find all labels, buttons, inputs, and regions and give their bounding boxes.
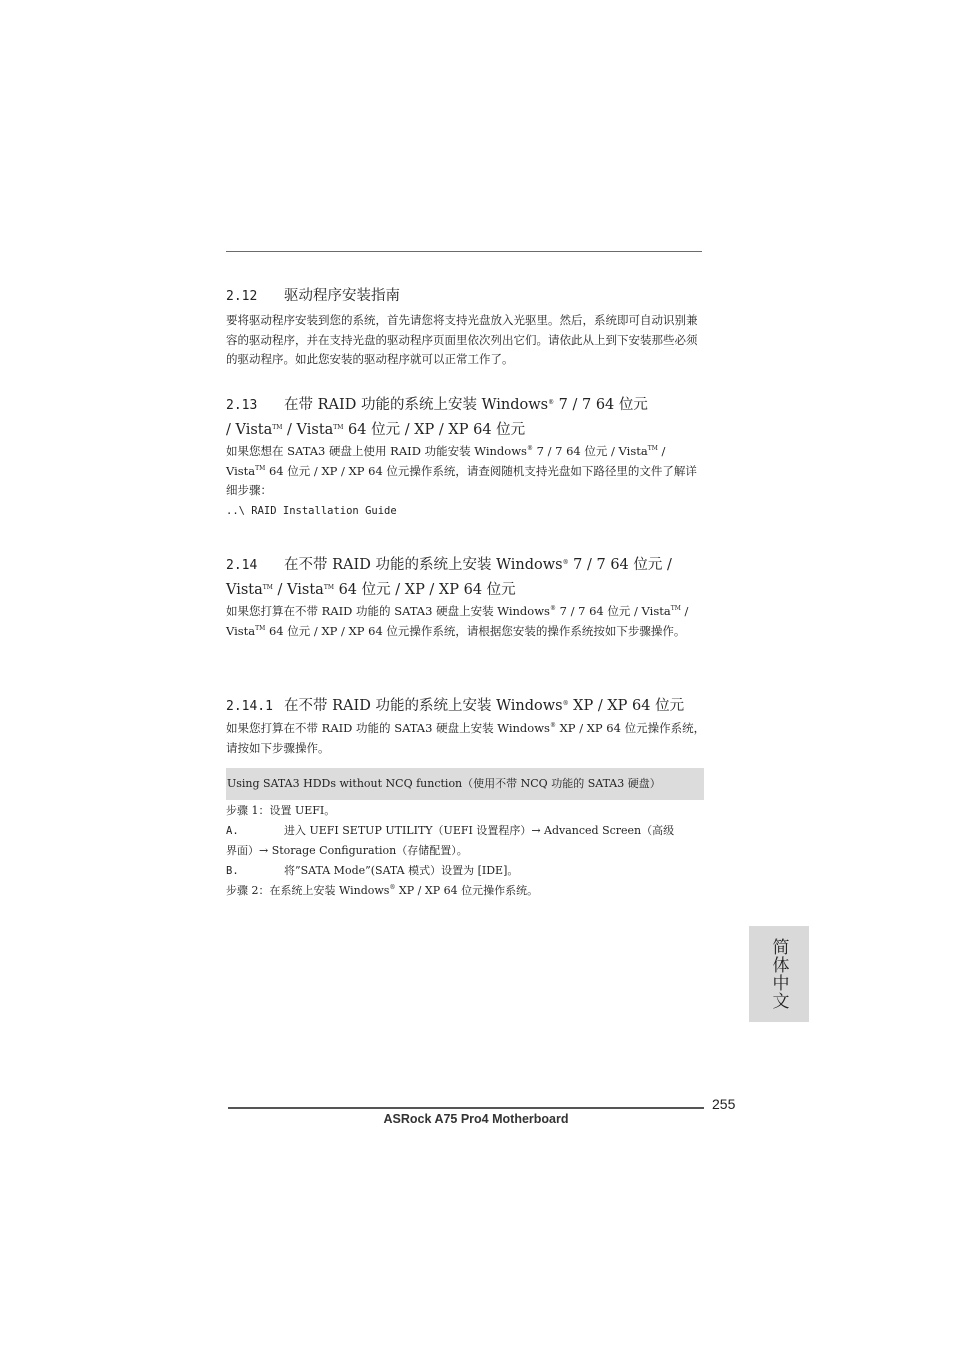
section-2-14 (226, 553, 706, 641)
section-number: 2.14.1 (226, 699, 273, 714)
registered-mark: ® (562, 700, 569, 707)
body-text: / Vista (226, 444, 666, 478)
trademark-mark: TM (262, 584, 273, 591)
step-a (226, 821, 706, 842)
step-label: A. (226, 824, 239, 837)
step-a-cont: 界面）→ Storage Configuration（存储配置）。 (226, 844, 468, 857)
language-tab (749, 926, 809, 1022)
registered-mark: ® (562, 559, 569, 566)
language-tab-label: 简体中文 (768, 938, 789, 1010)
trademark-mark: TM (647, 445, 658, 452)
registered-mark: ® (549, 722, 556, 729)
registered-mark: ® (526, 445, 533, 452)
body-text: 64 位元 / XP / XP 64 位元操作系统，请根据您安装的操作系统按如下步骤操作。 (265, 623, 686, 638)
bar-text: Using SATA3 HDDs without NCQ function（使用不带 NCQ 功能的 SATA3 硬盘） (227, 777, 661, 790)
registered-mark: ® (389, 884, 396, 891)
step-text: 将”SATA Mode”(SATA 模式）设置为 [IDE]。 (284, 863, 519, 877)
header-rule (226, 251, 702, 252)
body-text: 7 / 7 64 位元 / Vista (532, 444, 648, 458)
file-path: ..\ RAID Installation Guide (226, 504, 397, 517)
section-number: 2.14 (226, 558, 258, 573)
registered-mark: ® (549, 605, 556, 612)
trademark-mark: TM (255, 624, 266, 632)
heading-text: / Vista (282, 422, 334, 438)
trademark-mark: TM (255, 464, 266, 472)
step-1: 步骤 1：设置 UEFI。 (226, 804, 336, 817)
heading-text: 在不带 RAID 功能的系统上安装 Windows (284, 698, 563, 714)
footer-title: ASRock A75 Pro4 Motherboard (383, 1112, 569, 1126)
section-2-13 (226, 393, 706, 519)
section-number: 2.12 (226, 289, 258, 304)
heading-text: XP / XP 64 位元 (568, 698, 685, 714)
step-b (226, 861, 706, 882)
section-number: 2.13 (226, 398, 258, 413)
body-text: 64 位元 / XP / XP 64 位元操作系统，请查阅随机支持光盘如下路径里的文件了解详细步骤： (226, 463, 697, 497)
step-text: XP / XP 64 位元操作系统。 (395, 884, 539, 897)
heading-text: 7 / 7 64 位元 (554, 397, 648, 413)
step-2 (226, 881, 706, 901)
step-text: 步骤 2：在系统上安装 Windows (226, 884, 390, 897)
heading-text: 64 位元 / XP / XP 64 位元 (343, 422, 526, 438)
heading-text: 7 / 7 64 位元 / (568, 557, 672, 573)
heading-text: 在不带 RAID 功能的系统上安装 Windows (284, 557, 563, 573)
section-body (226, 442, 706, 501)
section-body: 要将驱动程序安装到您的系统，首先请您将支持光盘放入光驱里。然后，系统即可自动识别兼容的驱动程序，并在支持光盘的驱动程序页面里依次列出它们。请依此从上到下安装那些必须的驱动程序。如此您安装的驱动程序就可以正常工作了。 (226, 313, 698, 366)
section-body (226, 719, 706, 758)
trademark-mark: TM (272, 424, 283, 431)
step-label: B. (226, 864, 239, 877)
trademark-mark: TM (333, 424, 344, 431)
heading-text: Vista (226, 582, 263, 598)
section-2-14-1 (226, 694, 706, 758)
body-text: XP / XP 64 位元操作系统，请按如下步骤操作。 (226, 721, 706, 755)
body-text: 如果您想在 SATA3 硬盘上使用 RAID 功能安装 Windows (226, 444, 527, 458)
registered-mark: ® (548, 399, 555, 406)
footer-rule (228, 1107, 704, 1109)
body-text: 7 / 7 64 位元 / Vista (555, 604, 671, 618)
trademark-mark: TM (670, 605, 681, 612)
section-title: 驱动程序安装指南 (284, 288, 400, 304)
heading-text: / Vista (272, 582, 324, 598)
section-heading (226, 393, 706, 418)
page-number: 255 (712, 1096, 736, 1112)
section-heading (226, 694, 706, 719)
body-text: / Vista (226, 604, 689, 638)
section-body (226, 602, 706, 641)
body-text: 如果您打算在不带 RAID 功能的 SATA3 硬盘上安装 Windows (226, 604, 550, 618)
section-2-12 (226, 284, 706, 370)
section-heading-cont (226, 578, 706, 602)
step-text: 进入 UEFI SETUP UTILITY（UEFI 设置程序）→ Advanced Screen（高级 (284, 823, 675, 837)
section-heading (226, 284, 706, 309)
heading-text: 64 位元 / XP / XP 64 位元 (333, 582, 516, 598)
section-heading-cont (226, 418, 706, 442)
ncq-section-bar (226, 768, 704, 800)
steps (226, 801, 706, 901)
body-text: 如果您打算在不带 RAID 功能的 SATA3 硬盘上安装 Windows (226, 721, 550, 735)
heading-text: 在带 RAID 功能的系统上安装 Windows (284, 397, 549, 413)
section-heading (226, 553, 706, 578)
trademark-mark: TM (323, 584, 334, 591)
heading-text: / Vista (226, 422, 273, 438)
